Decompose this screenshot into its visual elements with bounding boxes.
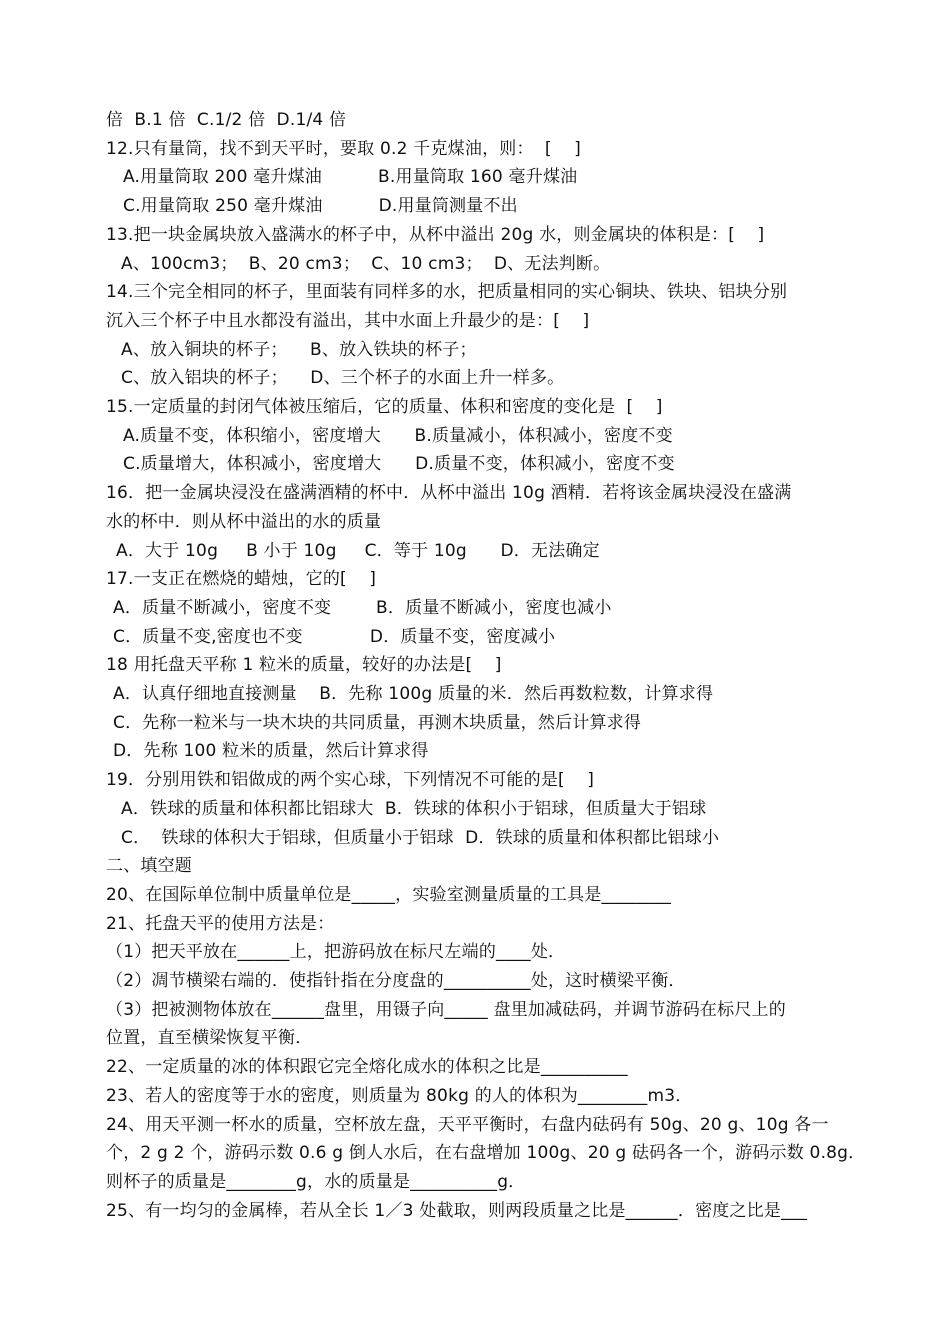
step-line: （3）把被测物体放在______盘里，用镊子向_____ 盘里加减砝码，并调节游码在标尺上的 xyxy=(106,999,786,1020)
step-line: （1）把天平放在______上，把游码放在标尺左端的____处． xyxy=(106,942,566,963)
option-line: A．认真仔细地直接测量 B．先称 100g 质量的米．然后再数粒数，计算求得 xyxy=(113,684,714,704)
option-line: A.质量不变，体积缩小，密度增大 B.质量减小，体积减小，密度不变 xyxy=(123,425,673,446)
question-18: 18 用托盘天平称 1 粒米的质量，较好的办法是[ ] xyxy=(106,655,502,676)
text-line: 个，2 g 2 个，游码示数 0.6 g 倒人水后，在右盘增加 100g、20 g 砝码各一个，游码示数 0.8g． xyxy=(106,1143,866,1164)
question-24: 24、用天平测一杯水的质量，空杯放左盘，天平平衡时，右盘内砝码有 50g、20 g、10g 各一 xyxy=(106,1114,829,1135)
question-25: 25、有一均匀的金属棒，若从全长 1／3 处截取，则两段质量之比是______．密度之比是___ xyxy=(106,1200,808,1221)
option-line: C、放入铝块的杯子； D、三个杯子的水面上升一样多。 xyxy=(121,368,565,389)
text-line: 沉入三个杯子中且水都没有溢出，其中水面上升最少的是：[ ] xyxy=(106,310,590,331)
option-line: C． 铁球的体积大于铝球，但质量小于铝球 D．铁球的质量和体积都比铝球小 xyxy=(121,827,720,848)
option-line: A.用量筒取 200 毫升煤油 B.用量筒取 160 毫升煤油 xyxy=(123,167,578,188)
option-line: C．先称一粒米与一块木块的共同质量，再测木块质量，然后计算求得 xyxy=(113,712,642,733)
option-line: C．质量不变,密度也不变 D．质量不变，密度减小 xyxy=(113,626,556,647)
text-line: 则杯子的质量是________g，水的质量是__________g． xyxy=(106,1171,526,1192)
option-line: A．大于 10g B 小于 10g C．等于 10g D．无法确定 xyxy=(116,540,600,561)
text-line: 倍 B.1 倍 C.1/2 倍 D.1/4 倍 xyxy=(106,110,347,130)
option-line: A、放入铜块的杯子； B、放入铁块的杯子； xyxy=(121,339,477,360)
option-line: C.质量增大，体积减小，密度增大 D.质量不变，体积减小，密度不变 xyxy=(123,454,675,475)
text-line: 位置，直至横梁恢复平衡． xyxy=(106,1028,313,1049)
question-17: 17.一支正在燃烧的蜡烛，它的[ ] xyxy=(106,569,377,590)
question-16: 16．把一金属块浸没在盛满酒精的杯中．从杯中溢出 10g 酒精．若将该金属块浸没在盛满 xyxy=(106,483,792,504)
question-13: 13.把一块金属块放入盛满水的杯子中，从杯中溢出 20g 水，则金属块的体积是：[ ] xyxy=(106,224,765,245)
option-line: C.用量筒取 250 毫升煤油 D.用量筒测量不出 xyxy=(123,196,518,217)
question-20: 20、在国际单位制中质量单位是_____，实验室测量质量的工具是________ xyxy=(106,884,672,905)
question-12: 12.只有量筒，找不到天平时，要取 0.2 千克煤油，则： [ ] xyxy=(106,138,581,159)
question-15: 15.一定质量的封闭气体被压缩后，它的质量、体积和密度的变化是 [ ] xyxy=(106,397,663,417)
question-19: 19．分别用铁和铝做成的两个实心球，下列情况不可能的是[ ] xyxy=(106,770,595,791)
option-line: A、100cm3； B、20 cm3； C、10 cm3； D、无法判断。 xyxy=(121,253,611,274)
text-line: 水的杯中．则从杯中溢出的水的质量 xyxy=(106,511,382,532)
option-line: A．铁球的质量和体积都比铝球大 B．铁球的体积小于铝球，但质量大于铝球 xyxy=(121,798,707,819)
step-line: （2）凋节横梁右端的．使指针指在分度盘的__________处，这时横梁平衡． xyxy=(106,971,686,991)
option-line: D．先称 100 粒米的质量，然后计算求得 xyxy=(113,741,429,762)
section-heading: 二、填空题 xyxy=(106,856,192,877)
question-21: 21、托盘天平的使用方法是： xyxy=(106,913,335,934)
question-14: 14.三个完全相同的杯子，里面装有同样多的水，把质量相同的实心铜块、铁块、铝块分别 xyxy=(106,282,788,303)
question-22: 22、一定质量的冰的体积跟它完全熔化成水的体积之比是__________ xyxy=(106,1057,628,1078)
question-23: 23、若人的密度等于水的密度，则质量为 80kg 的人的体积为________m3． xyxy=(106,1085,693,1106)
option-line: A．质量不断减小，密度不变 B．质量不断减小，密度也减小 xyxy=(113,597,612,618)
